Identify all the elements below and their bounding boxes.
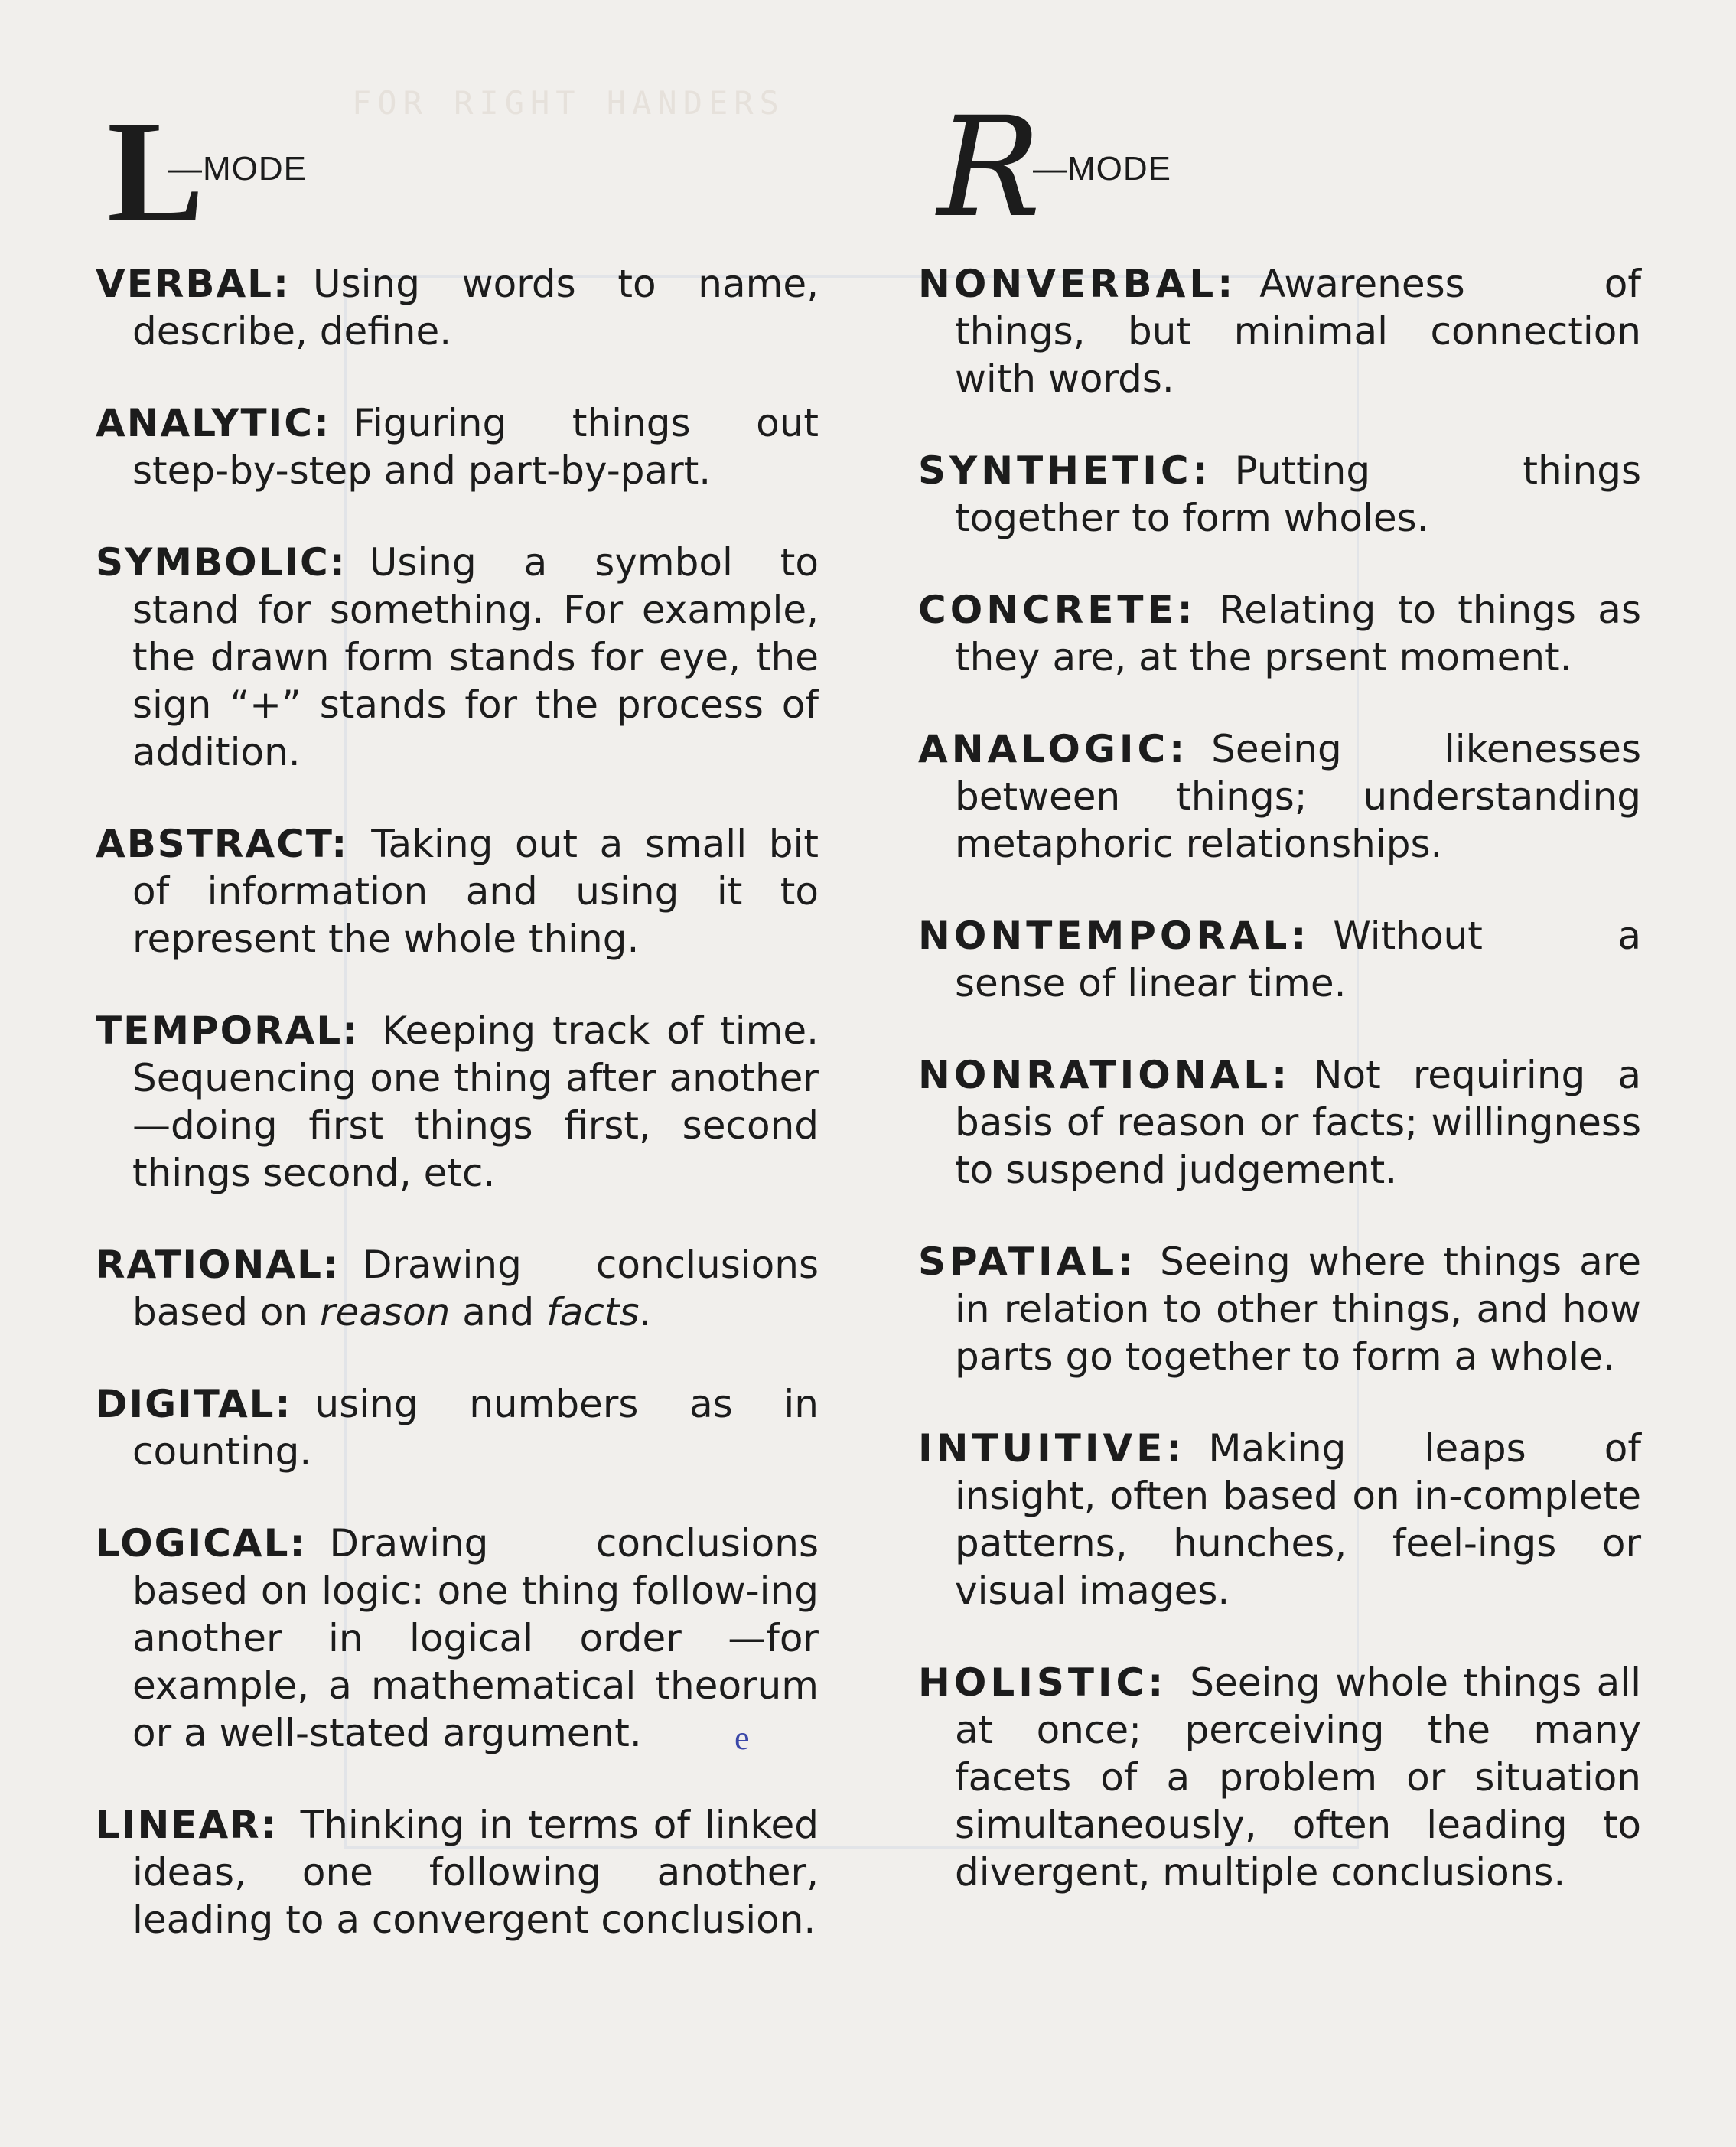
term-definition: using numbers as in counting. <box>132 1382 819 1474</box>
term-definition-emphasis: reason <box>320 1290 451 1334</box>
l-mode-letter: L <box>107 92 204 252</box>
term-definition: Seeing where things are in relation to other things, and how parts go together to form a whole. <box>955 1240 1641 1379</box>
term-definition: Keeping track of time. Sequencing one thing after another —doing first things first, second things second, etc. <box>132 1008 819 1195</box>
term-definition: Awareness of things, but minimal connection with words. <box>955 262 1641 401</box>
term-definition-part: and <box>450 1290 547 1334</box>
term-name: LINEAR: <box>96 1803 278 1847</box>
term-name: NONVERBAL: <box>918 262 1237 306</box>
term-name: ANALYTIC: <box>96 401 331 445</box>
term-definition: Not requiring a basis of reason or facts; willingness to suspend judgement. <box>955 1053 1641 1192</box>
term-definition: Seeing whole things all at once; perceiving the many facets of a problem or situation simultaneously, often leading to divergent, multiple conclusions. <box>955 1660 1641 1895</box>
term-name: SYMBOLIC: <box>96 540 347 585</box>
term-analytic <box>96 399 819 494</box>
l-mode-term-list <box>96 260 819 1943</box>
term-temporal <box>96 1007 819 1197</box>
term-name: TEMPORAL: <box>96 1008 360 1053</box>
term-definition: Thinking in terms of linked ideas, one following another, leading to a convergent conclusion. <box>132 1803 819 1942</box>
term-name: RATIONAL: <box>96 1243 340 1287</box>
term-name: HOLISTIC: <box>918 1660 1168 1705</box>
ghost-watermark-text: FOR RIGHT HANDERS <box>352 84 785 122</box>
term-symbolic <box>96 539 819 776</box>
term-name: DIGITAL: <box>96 1382 292 1426</box>
term-name: SPATIAL: <box>918 1240 1138 1284</box>
term-name: LOGICAL: <box>96 1521 307 1565</box>
term-definition: Relating to things as they are, at the prsent moment. <box>955 588 1641 679</box>
term-name: ANALOGIC: <box>918 727 1189 771</box>
term-name: SYNTHETIC: <box>918 448 1212 493</box>
term-nontemporal <box>918 912 1641 1007</box>
term-definition: Using words to name, describe, define. <box>132 262 819 353</box>
r-mode-header <box>918 88 1641 260</box>
term-definition: Drawing conclusions based on logic: one thing follow-ing another in logical order —for example, a mathematical theorum or a well-stated argument. <box>132 1521 819 1755</box>
term-holistic <box>918 1659 1641 1896</box>
term-logical <box>96 1520 819 1757</box>
r-mode-letter: R <box>937 88 1041 248</box>
term-abstract <box>96 820 819 963</box>
term-intuitive <box>918 1425 1641 1614</box>
term-linear <box>96 1801 819 1943</box>
r-mode-term-list <box>918 260 1641 1896</box>
term-name: CONCRETE: <box>918 588 1197 632</box>
term-definition: Putting things together to form wholes. <box>955 448 1641 540</box>
term-analogic <box>918 725 1641 868</box>
term-verbal <box>96 260 819 355</box>
l-mode-title: —MODE <box>168 150 307 187</box>
handwritten-correction: e <box>734 1719 750 1757</box>
l-mode-column <box>96 92 819 1988</box>
term-digital <box>96 1380 819 1475</box>
term-definition-part: Drawing conclusions based on <box>132 1243 819 1334</box>
term-definition-emphasis: facts <box>546 1290 640 1334</box>
term-definition-part: . <box>639 1290 652 1334</box>
term-rational <box>96 1241 819 1336</box>
term-nonrational <box>918 1051 1641 1194</box>
term-nonverbal <box>918 260 1641 402</box>
term-name: ABSTRACT: <box>96 822 349 866</box>
term-definition: Making leaps of insight, often based on in-complete patterns, hunches, feel-ings or visual images. <box>955 1426 1641 1613</box>
l-mode-header <box>96 92 819 260</box>
term-definition: Using a symbol to stand for something. For example, the drawn form stands for eye, the sign “+” stands for the process of addition. <box>132 540 819 774</box>
r-mode-column <box>918 88 1641 1940</box>
r-mode-title: —MODE <box>1033 150 1171 187</box>
term-definition: Seeing likenesses between things; understanding metaphoric relationships. <box>955 727 1641 866</box>
term-definition: Taking out a small bit of information and using it to represent the whole thing. <box>132 822 819 961</box>
term-concrete <box>918 586 1641 681</box>
term-name: NONRATIONAL: <box>918 1053 1291 1097</box>
term-name: VERBAL: <box>96 262 291 306</box>
term-synthetic <box>918 447 1641 542</box>
term-name: NONTEMPORAL: <box>918 914 1311 958</box>
term-definition: Without a sense of linear time. <box>955 914 1641 1005</box>
term-name: INTUITIVE: <box>918 1426 1186 1471</box>
term-definition: Figuring things out step-by-step and part-by-part. <box>132 401 819 493</box>
term-spatial <box>918 1238 1641 1380</box>
